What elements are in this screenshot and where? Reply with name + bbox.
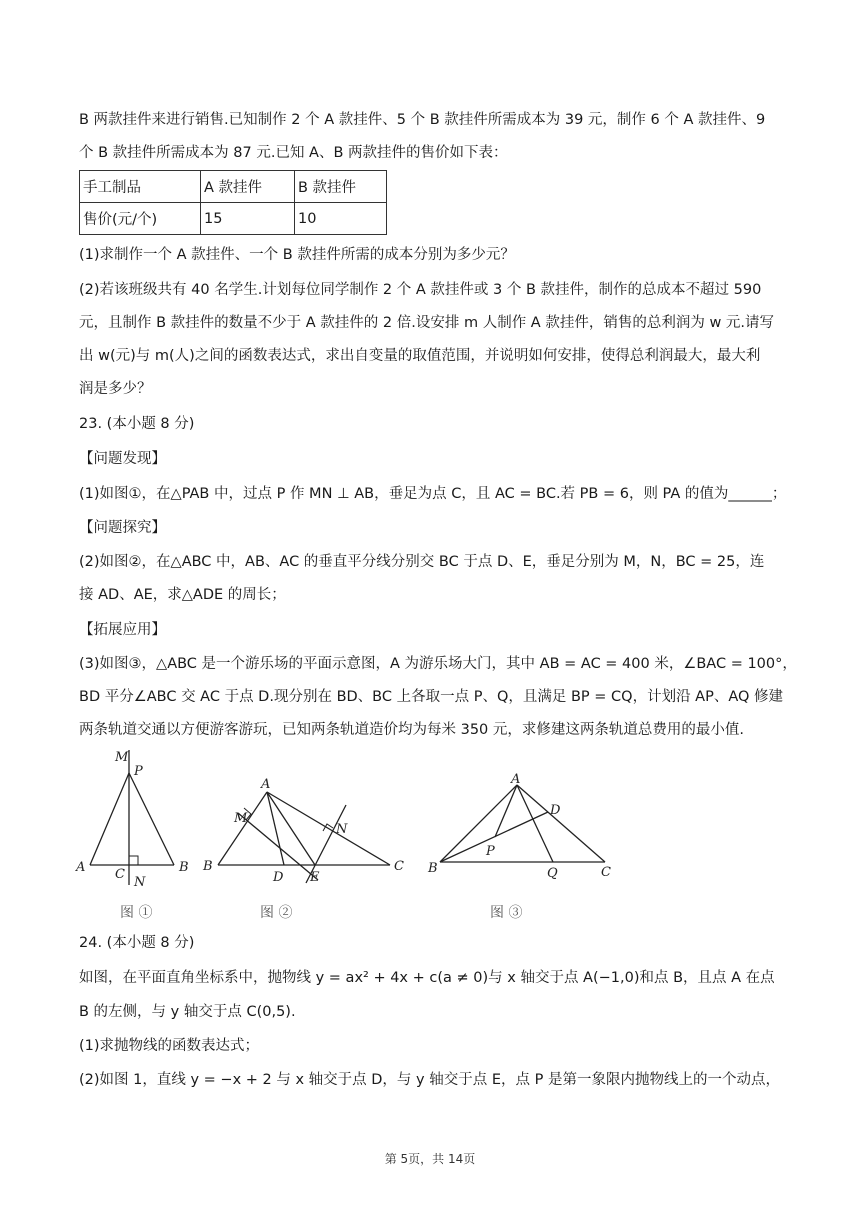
label-N: N: [134, 875, 146, 890]
figure-2-caption: 图 ②: [260, 905, 293, 921]
label-E: E: [310, 870, 320, 885]
label-N: N: [336, 822, 348, 837]
figure-3: [425, 770, 630, 885]
price-table: [79, 170, 387, 235]
figure-2: [198, 775, 418, 885]
section-heading-application: 【拓展应用】: [79, 622, 166, 638]
text-line-13: 接 AD、AE，求△ADE 的周长；: [79, 587, 286, 603]
table-cell: B 款挂件: [295, 171, 387, 203]
text-line-12: (2)如图②，在△ABC 中，AB、AC 的垂直平分线分别交 BC 于点 D、E，垂足分别为 M，N，BC = 25，连: [79, 554, 765, 570]
label-C: C: [394, 859, 404, 874]
question-24-header: 24. (本小题 8 分): [79, 935, 195, 951]
table-cell: 15: [201, 203, 295, 235]
table-header-row: [80, 171, 387, 203]
label-C: C: [601, 865, 611, 880]
label-D: D: [550, 803, 561, 818]
label-P: P: [486, 844, 495, 859]
table-cell: 售价(元/个): [80, 203, 201, 235]
label-A: A: [76, 860, 86, 875]
text-line-17: 两条轨道交通以方便游客游玩，已知两条轨道造价均为每米 350 元，求修建这两条轨道总费用的最小值.: [79, 722, 744, 738]
question-23-header: 23. (本小题 8 分): [79, 416, 195, 432]
table-cell: A 款挂件: [201, 171, 295, 203]
label-M: M: [234, 811, 248, 826]
table-cell: 手工制品: [80, 171, 201, 203]
text-line-22: (2)如图 1，直线 y = −x + 2 与 x 轴交于点 D，与 y 轴交于点 E，点 P 是第一象限内抛物线上的一个动点，: [79, 1072, 780, 1088]
label-P: P: [134, 764, 143, 779]
figure-1: [70, 745, 200, 895]
text-line-10: (1)如图①，在△PAB 中，过点 P 作 MN ⊥ AB，垂足为点 C，且 AC = BC.若 PB = 6，则 PA 的值为______；: [79, 486, 787, 502]
text-line-1: B 两款挂件来进行销售.已知制作 2 个 A 款挂件、5 个 B 款挂件所需成本为 39 元，制作 6 个 A 款挂件、9: [79, 112, 766, 128]
label-B: B: [179, 860, 189, 875]
figure-1-caption: 图 ①: [120, 905, 153, 921]
text-line-2: 个 B 款挂件所需成本为 87 元.已知 A、B 两款挂件的售价如下表：: [79, 145, 508, 161]
label-Q: Q: [547, 866, 558, 881]
table-row: [80, 203, 387, 235]
page-footer: 第 5页，共 14页: [384, 1152, 476, 1166]
label-B: B: [203, 859, 213, 874]
text-line-16: BD 平分∠ABC 交 AC 于点 D.现分别在 BD、BC 上各取一点 P、Q，且满足 BP = CQ，计划沿 AP、AQ 修建: [79, 689, 784, 705]
text-line-20: B 的左侧，与 y 轴交于点 C(0,5).: [79, 1004, 296, 1020]
label-A: A: [511, 772, 521, 787]
section-heading-discovery: 【问题发现】: [79, 451, 166, 467]
table-cell: 10: [295, 203, 387, 235]
text-line-19: 如图，在平面直角坐标系中，抛物线 y = ax² + 4x + c(a ≠ 0)与 x 轴交于点 A(−1,0)和点 B，且点 A 在点: [79, 970, 775, 986]
label-A: A: [261, 777, 271, 792]
label-C: C: [115, 867, 125, 882]
text-line-7: 润是多少？: [79, 381, 152, 397]
text-line-3: (1)求制作一个 A 款挂件、一个 B 款挂件所需的成本分别为多少元？: [79, 247, 515, 263]
text-line-4: (2)若该班级共有 40 名学生.计划每位同学制作 2 个 A 款挂件或 3 个 B 款挂件，制作的总成本不超过 590: [79, 282, 762, 298]
text-line-21: (1)求抛物线的函数表达式；: [79, 1038, 260, 1054]
figure-3-caption: 图 ③: [490, 905, 523, 921]
text-line-5: 元，且制作 B 款挂件的数量不少于 A 款挂件的 2 倍.设安排 m 人制作 A 款挂件，销售的总利润为 w 元.请写: [79, 315, 775, 331]
text-line-15: (3)如图③，△ABC 是一个游乐场的平面示意图，A 为游乐场大门，其中 AB = AC = 400 米，∠BAC = 100°，: [79, 656, 797, 672]
label-M: M: [115, 750, 129, 765]
text-line-6: 出 w(元)与 m(人)之间的函数表达式，求出自变量的取值范围，并说明如何安排，使得总利润最大，最大利: [79, 348, 761, 364]
section-heading-exploration: 【问题探究】: [79, 520, 166, 536]
label-D: D: [273, 870, 284, 885]
label-B: B: [428, 861, 438, 876]
